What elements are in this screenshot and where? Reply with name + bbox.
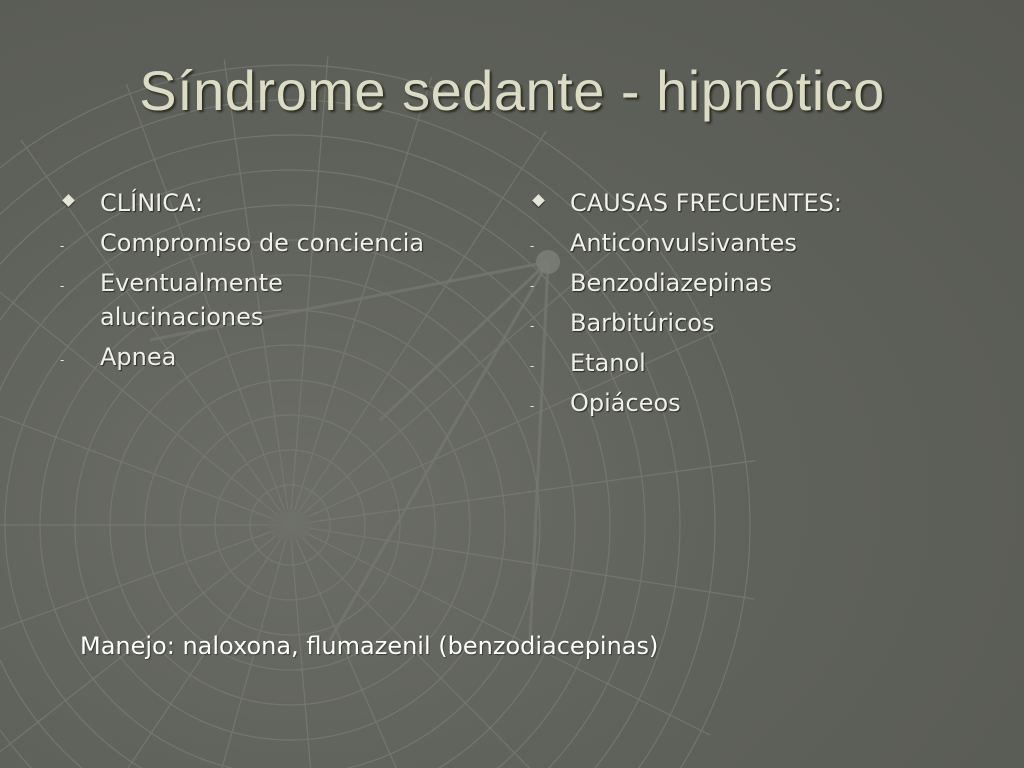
list-item <box>60 266 500 334</box>
management-note: Manejo: naloxona, flumazenil (benzodiacepinas) <box>80 632 659 660</box>
list-item <box>530 346 970 380</box>
clinica-item: Apnea <box>100 343 177 371</box>
causa-item: Benzodiazepinas <box>570 269 773 297</box>
causa-item: Anticonvulsivantes <box>570 229 797 257</box>
list-item <box>530 306 970 340</box>
dash-bullet-icon: - <box>530 359 535 373</box>
clinica-heading-row <box>60 186 500 220</box>
list-item <box>530 226 970 260</box>
clinica-column <box>60 186 500 380</box>
dash-bullet-icon: - <box>530 279 535 293</box>
dash-bullet-icon: - <box>530 239 535 253</box>
diamond-bullet-icon <box>532 194 545 207</box>
causas-heading-row <box>530 186 970 220</box>
dash-bullet-icon: - <box>60 279 65 293</box>
clinica-item: Compromiso de conciencia <box>100 229 425 257</box>
causa-item: Barbitúricos <box>570 309 715 337</box>
dash-bullet-icon: - <box>530 399 535 413</box>
list-item <box>530 266 970 300</box>
clinica-heading: CLÍNICA: <box>100 189 204 217</box>
causas-column <box>530 186 970 426</box>
diamond-bullet-icon <box>62 194 75 207</box>
dash-bullet-icon: - <box>60 353 65 367</box>
causas-heading: CAUSAS FRECUENTES: <box>570 189 842 217</box>
list-item <box>60 340 500 374</box>
list-item <box>60 226 500 260</box>
dash-bullet-icon: - <box>530 319 535 333</box>
slide-title: Síndrome sedante - hipnótico <box>139 59 885 122</box>
causa-item: Etanol <box>570 349 646 377</box>
dash-bullet-icon: - <box>60 239 65 253</box>
causa-item: Opiáceos <box>570 389 681 417</box>
list-item <box>530 386 970 420</box>
clinica-item: Eventualmente alucinaciones <box>100 269 283 331</box>
